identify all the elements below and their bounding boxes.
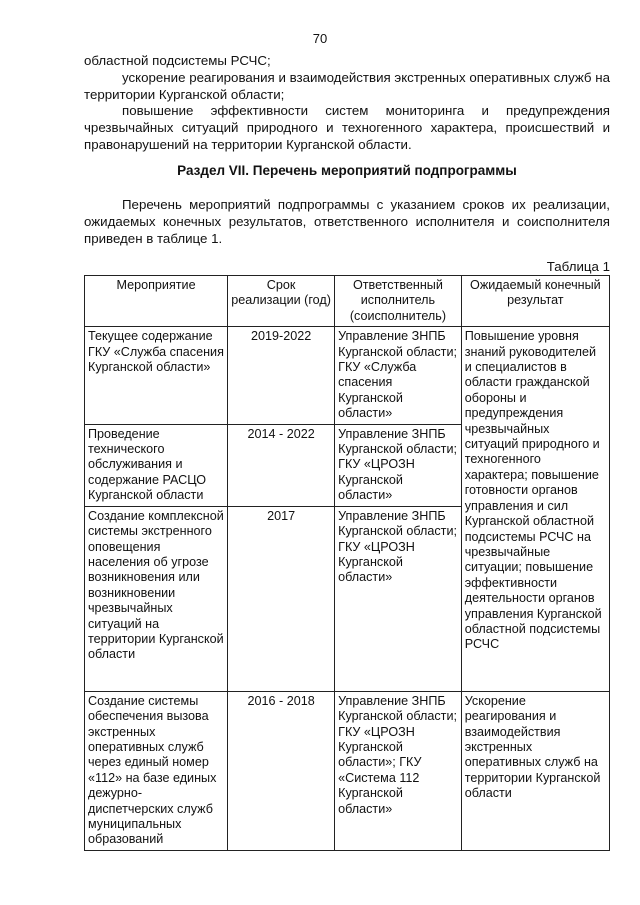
table-row [85,691,610,850]
term-cell: 2017 [228,506,335,691]
event-cell: Создание системы обеспечения вызова экстренных оперативных служб через единый номер «112» на базе единых дежурно-диспетчерских служб муниципальных образований [85,691,228,850]
intro-line: повышение эффективности систем мониторинга и предупреждения чрезвычайных ситуаций природного и техногенного характера, происшествий и правонарушений на территории Курганской области. [84,103,610,152]
term-cell: 2019-2022 [228,327,335,424]
intro-text [84,53,610,154]
intro-line: областной подсистемы РСЧС; [84,53,271,68]
table-caption: Таблица 1 [546,259,610,274]
event-cell: Проведение технического обслуживания и содержание РАСЦО Курганской области [85,424,228,506]
table-header-row [85,276,610,327]
term-cell: 2016 - 2018 [228,691,335,850]
table-row [85,327,610,424]
page-number: 70 [312,31,328,46]
executor-cell: Управление ЗНПБ Курганской области; ГКУ «ЦРОЗН Курганской области»; ГКУ «Система 112 Курганской области» [335,691,462,850]
result-cell: Ускорение реагирования и взаимодействия экстренных оперативных служб на территории Курганской области [461,691,609,850]
section-heading: Раздел VII. Перечень мероприятий подпрограммы [177,163,517,178]
result-cell-merged: Повышение уровня знаний руководителей и специалистов в области гражданской обороны и предупреждения чрезвычайных ситуаций природного и техногенного характера; повышение готовности органов управления и сил Курганской областной подсистемы РСЧС на чрезвычайные ситуации; повышение эффективности деятельности органов управления Курганской областной подсистемы РСЧС [461,327,609,691]
header-term: Срок реализации (год) [228,276,335,327]
term-cell: 2014 - 2022 [228,424,335,506]
header-event: Мероприятие [85,276,228,327]
header-result: Ожидаемый конечный результат [461,276,609,327]
executor-cell: Управление ЗНПБ Курганской области; ГКУ «ЦРОЗН Курганской области» [335,424,462,506]
executor-cell: Управление ЗНПБ Курганской области; ГКУ «ЦРОЗН Курганской области» [335,506,462,691]
section-paragraph: Перечень мероприятий подпрограммы с указанием сроков их реализации, ожидаемых конечных результатов, ответственного исполнителя и соисполнителя приведен в таблице 1. [84,197,610,246]
measures-table [84,275,610,851]
intro-line: ускорение реагирования и взаимодействия экстренных оперативных служб на территории Курганской области; [84,69,610,102]
executor-cell: Управление ЗНПБ Курганской области; ГКУ «Служба спасения Курганской области» [335,327,462,424]
header-executor: Ответственный исполнитель (соисполнитель) [335,276,462,327]
event-cell: Создание комплексной системы экстренного оповещения населения об угрозе возникновения или возникновении чрезвычайных ситуаций на территории Курганской области [85,506,228,691]
event-cell: Текущее содержание ГКУ «Служба спасения Курганской области» [85,327,228,424]
